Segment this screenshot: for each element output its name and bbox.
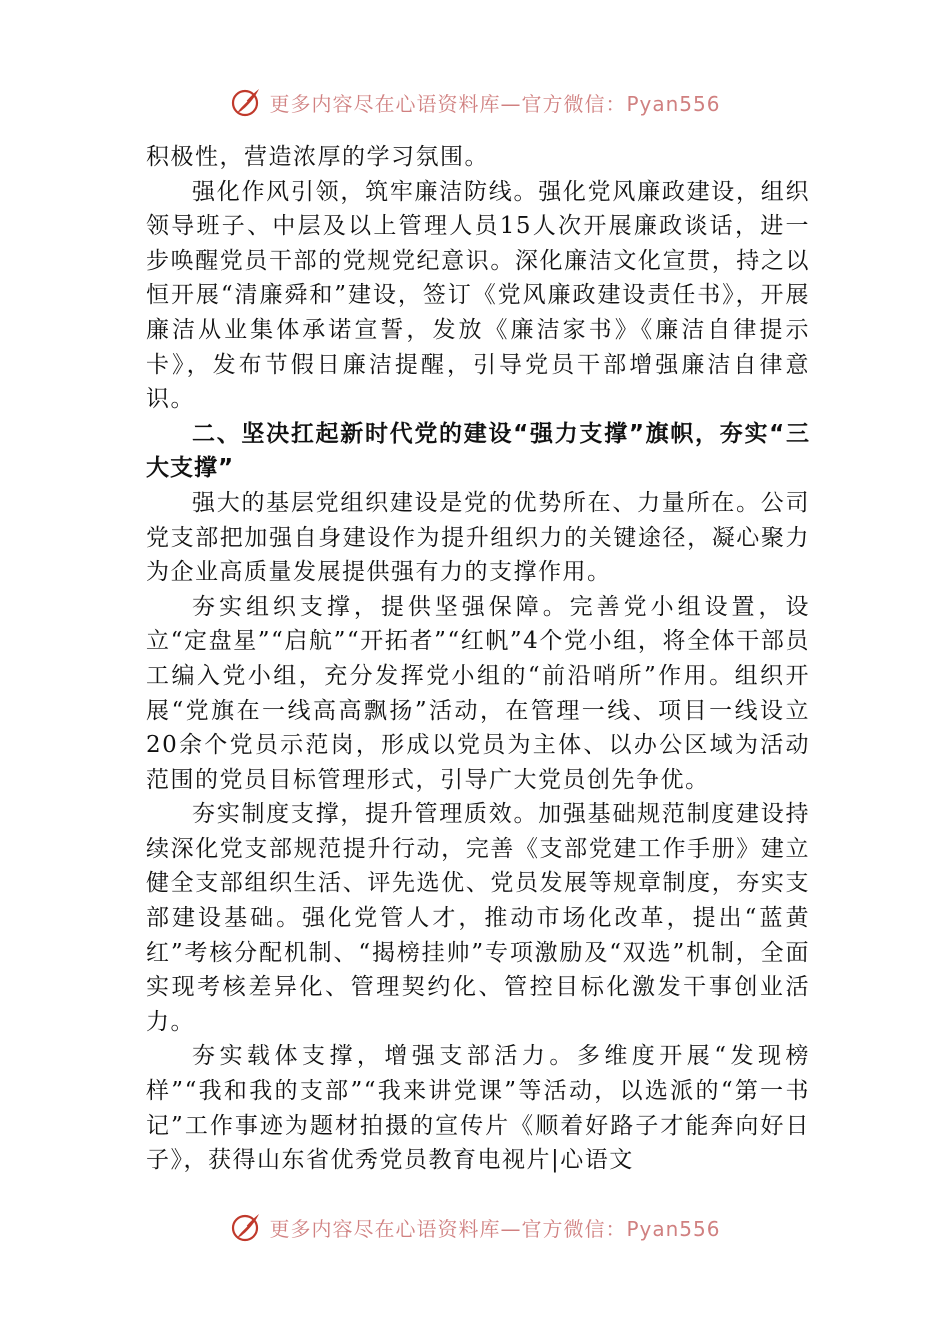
paragraph-grassroots: 强大的基层党组织建设是党的优势所在、力量所在。公司党支部把加强自身建设作为提升组织力的关键途径，凝心聚力为企业高质量发展提供强有力的支撑作用。 xyxy=(146,489,810,586)
paragraph-integrity: 强化作风引领，筑牢廉洁防线。强化党风廉政建设，组织领导班子、中层及以上管理人员15人次开展廉政谈话，进一步唤醒党员干部的党规党纪意识。深化廉洁文化宣贯，持之以恒开展“清廉舜和”建设，签订《党风廉政建设责任书》，开展廉洁从业集体承诺宣誓，发放《廉洁家书》《廉洁自律提示卡》，发布节假日廉洁提醒，引导党员干部增强廉洁自律意识。 xyxy=(146,178,810,413)
quill-circle-logo-icon xyxy=(229,1210,263,1244)
watermark-text: 更多内容尽在心语资料库—官方微信：Pyan556 xyxy=(269,1216,721,1241)
paragraph-system-support: 夯实制度支撑，提升管理质效。加强基础规范制度建设持续深化党支部规范提升行动，完善《支部党建工作手册》建立健全支部组织生活、评先选优、党员发展等规章制度，夯实支部建设基础。强化党管人才，推动市场化改革，提出“蓝黄红”考核分配机制、“揭榜挂帅”专项激励及“双选”机制，全面实现考核差异化、管理契约化、管控目标化激发干事创业活力。 xyxy=(146,801,810,1035)
paragraph-continued: 积极性，营造浓厚的学习氛围。 xyxy=(146,144,489,170)
watermark-text: 更多内容尽在心语资料库—官方微信：Pyan556 xyxy=(269,91,721,116)
quill-circle-logo-icon xyxy=(229,85,263,119)
section-heading-2: 二、坚决扛起新时代党的建设“强力支撑”旗帜，夯实“三大支撑” xyxy=(146,420,810,482)
paragraph-organization-support: 夯实组织支撑，提供坚强保障。完善党小组设置，设立“定盘星”“启航”“开拓者”“红帆”4个党小组，将全体干部员工编入党小组，充分发挥党小组的“前沿哨所”作用。组织开展“党旗在一线高高飘扬”活动，在管理一线、项目一线设立20余个党员示范岗，形成以党员为主体、以办公区域为活动范围的党员目标管理形式，引导广大党员创先争优。 xyxy=(146,593,810,793)
footer-watermark xyxy=(0,1207,950,1247)
paragraph-carrier-support: 夯实载体支撑，增强支部活力。多维度开展“发现榜样”“我和我的支部”“我来讲党课”等活动，以选派的“第一书记”工作事迹为题材拍摄的宣传片《顺着好路子才能奔向好日子》，获得山东省优秀党员教育电视片|心语文 xyxy=(146,1043,810,1174)
document-body xyxy=(146,140,810,1178)
header-watermark xyxy=(0,82,950,122)
